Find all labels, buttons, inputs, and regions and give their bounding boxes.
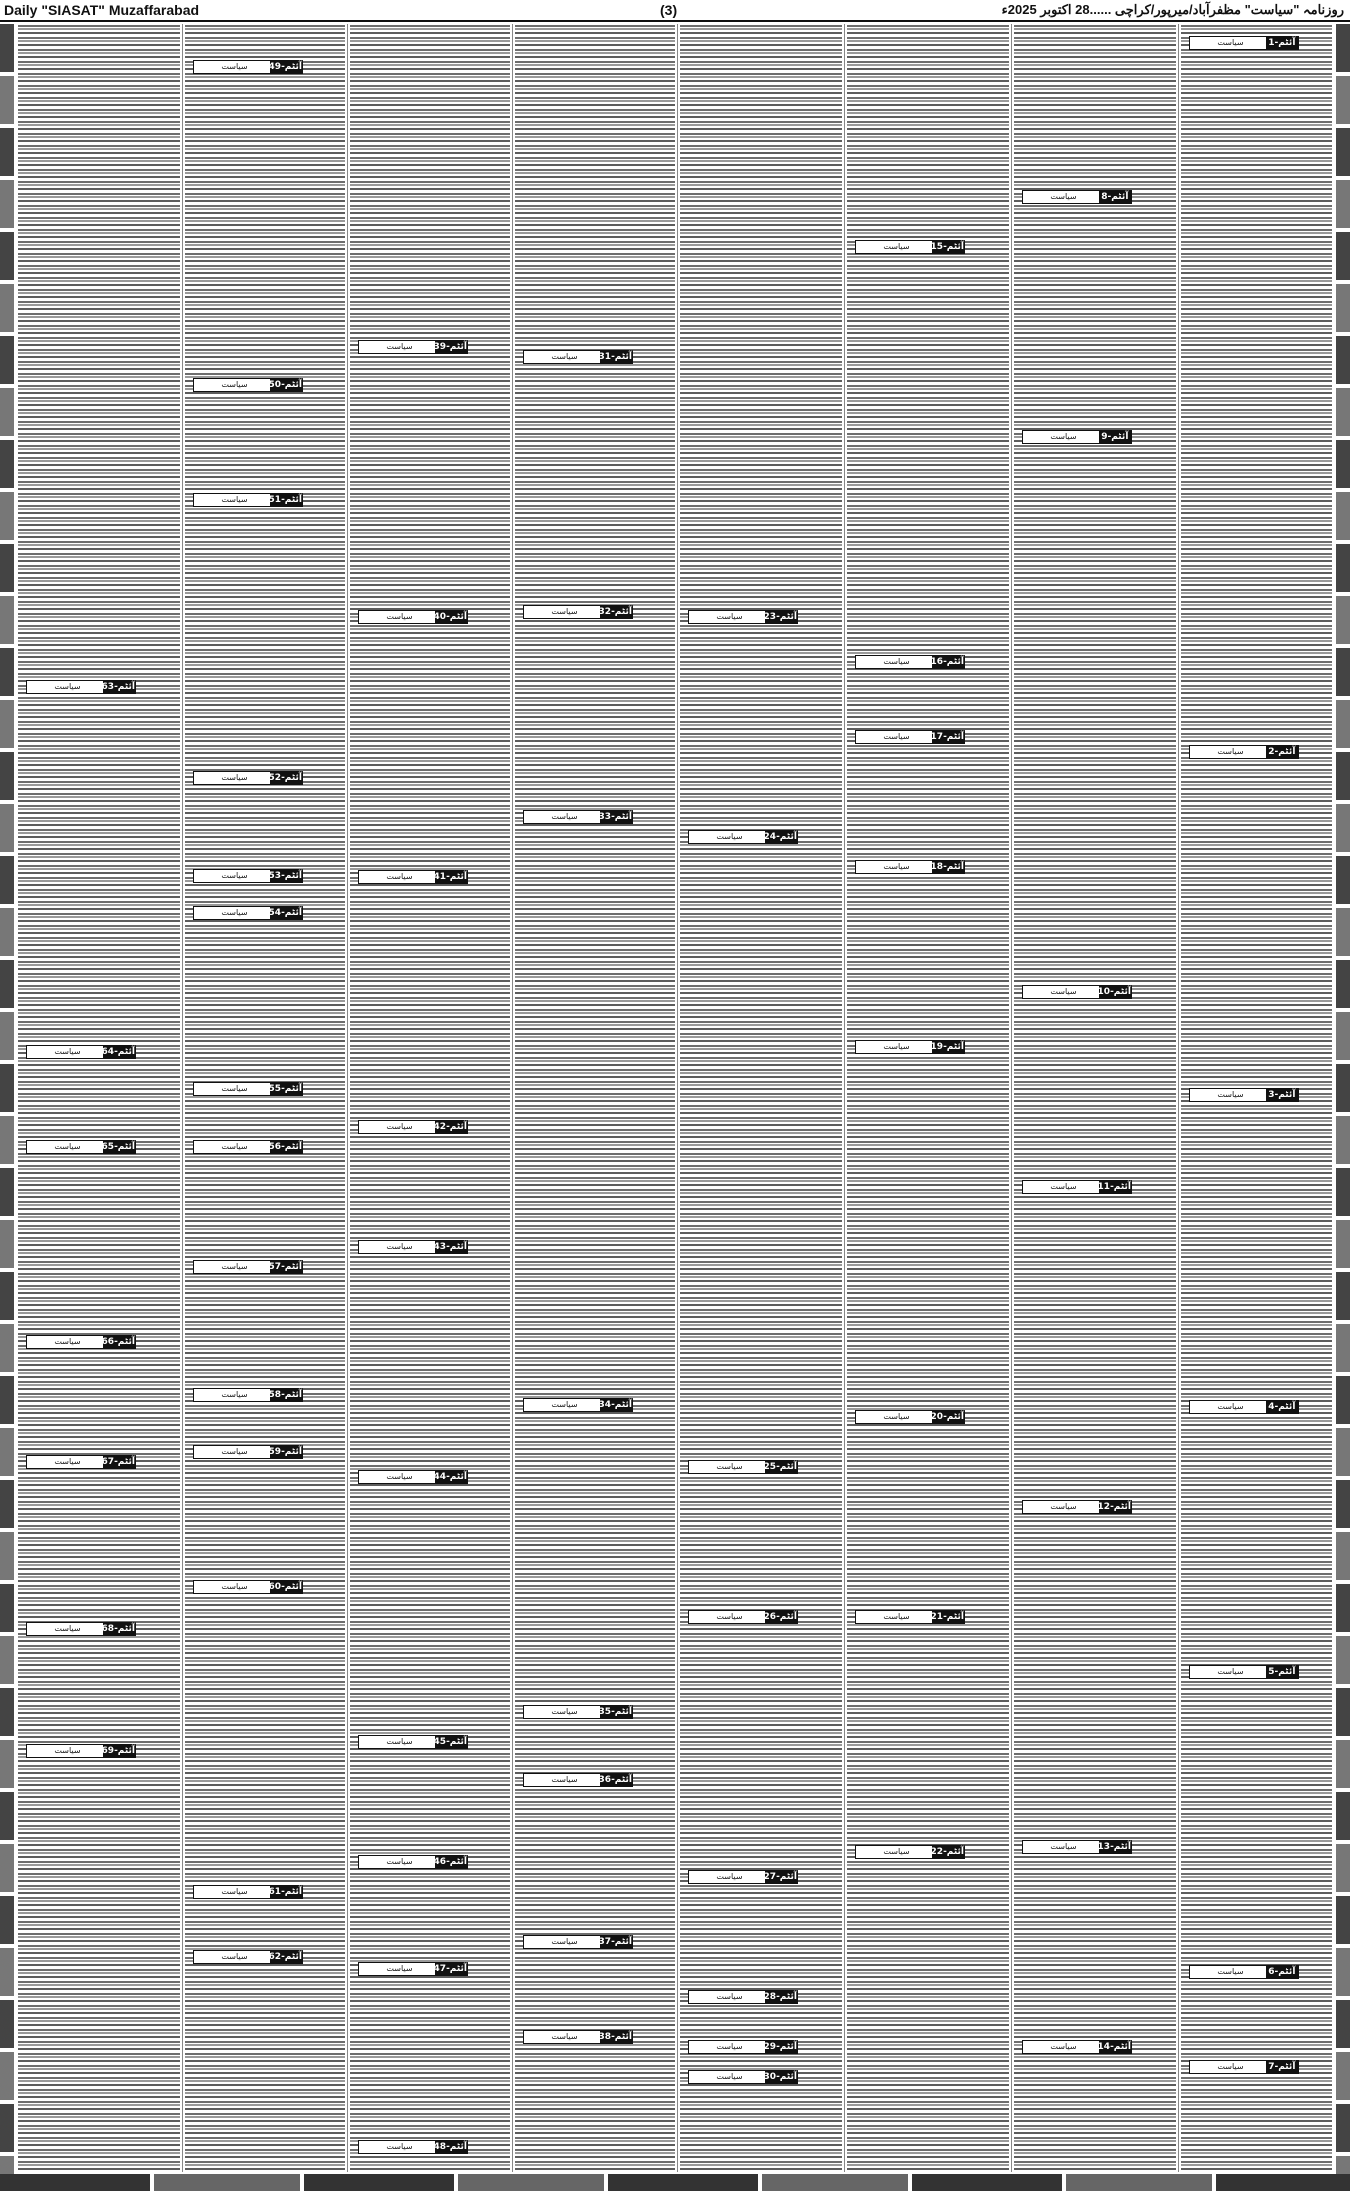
entry-number: آئٹم-23 — [763, 612, 797, 622]
entry-heading — [523, 2030, 633, 2044]
entry-heading — [193, 869, 303, 883]
entry-title: سیاست — [1217, 1667, 1244, 1676]
entry-number: آئٹم-63 — [101, 682, 135, 692]
entry-heading — [193, 1260, 303, 1274]
entry-number: آئٹم-6 — [1266, 1966, 1298, 1978]
column-rule — [1011, 24, 1012, 2172]
entry-heading — [688, 1460, 798, 1474]
entry-title: سیاست — [386, 342, 413, 351]
entry-title: سیاست — [1217, 1967, 1244, 1976]
paper-name-english: Daily "SIASAT" Muzaffarabad — [4, 2, 200, 18]
entry-heading — [26, 1335, 136, 1349]
entry-title: سیاست — [716, 612, 743, 621]
entry-title: سیاست — [221, 1390, 248, 1399]
entry-title: سیاست — [716, 1992, 743, 2001]
entry-title: سیاست — [1217, 1402, 1244, 1411]
entry-title: سیاست — [221, 1952, 248, 1961]
entry-number: آئٹم-8 — [1099, 191, 1131, 203]
entry-number: آئٹم-65 — [101, 1142, 135, 1152]
entry-title: سیاست — [54, 1624, 81, 1633]
entry-number: آئٹم-69 — [101, 1746, 135, 1756]
entry-title: سیاست — [54, 1457, 81, 1466]
entry-heading — [1189, 745, 1299, 759]
entry-heading — [358, 1470, 468, 1484]
column-rule — [512, 24, 513, 2172]
entry-heading — [193, 1445, 303, 1459]
entry-heading — [358, 1962, 468, 1976]
entry-number: آئٹم-35 — [598, 1707, 632, 1717]
entry-number: آئٹم-4 — [1266, 1401, 1298, 1413]
entry-number: آئٹم-18 — [930, 862, 964, 872]
entry-number: آئٹم-16 — [930, 657, 964, 667]
entry-number: آئٹم-34 — [598, 1400, 632, 1410]
entry-heading — [1189, 1088, 1299, 1102]
entry-title: سیاست — [221, 871, 248, 880]
column-rule — [182, 24, 183, 2172]
entry-title: سیاست — [1217, 2062, 1244, 2071]
entry-heading — [1189, 1965, 1299, 1979]
entry-title: سیاست — [386, 1857, 413, 1866]
entry-heading — [358, 610, 468, 624]
entry-number: آئٹم-5 — [1266, 1666, 1298, 1678]
entry-title: سیاست — [54, 1746, 81, 1755]
entry-number: آئٹم-57 — [268, 1262, 302, 1272]
entry-heading — [688, 1870, 798, 1884]
column-7 — [185, 24, 345, 2172]
entry-number: آئٹم-49 — [268, 62, 302, 72]
entry-number: آئٹم-44 — [433, 1472, 467, 1482]
entry-title: سیاست — [1050, 1842, 1077, 1851]
entry-title: سیاست — [1050, 987, 1077, 996]
entry-title: سیاست — [883, 1612, 910, 1621]
entry-number: آئٹم-64 — [101, 1047, 135, 1057]
entry-heading — [358, 1240, 468, 1254]
entry-title: سیاست — [883, 862, 910, 871]
entry-number: آئٹم-51 — [268, 495, 302, 505]
entry-heading — [855, 1040, 965, 1054]
entry-heading — [1022, 2040, 1132, 2054]
entry-title: سیاست — [551, 1775, 578, 1784]
entry-number: آئٹم-66 — [101, 1337, 135, 1347]
column-5 — [515, 24, 675, 2172]
entry-heading — [688, 1990, 798, 2004]
entry-heading — [26, 1045, 136, 1059]
entry-title: سیاست — [221, 380, 248, 389]
column-rule — [347, 24, 348, 2172]
entry-title: سیاست — [221, 1142, 248, 1151]
masthead — [0, 0, 1350, 22]
entry-number: آئٹم-15 — [930, 242, 964, 252]
entry-heading — [855, 730, 965, 744]
entry-heading — [523, 350, 633, 364]
column-rule — [1178, 24, 1179, 2172]
entry-heading — [688, 1610, 798, 1624]
entry-number: آئٹم-29 — [763, 2042, 797, 2052]
entry-title: سیاست — [551, 2032, 578, 2041]
entry-number: آئٹم-43 — [433, 1242, 467, 1252]
entry-number: آئٹم-37 — [598, 1937, 632, 1947]
entry-heading — [193, 60, 303, 74]
entry-heading — [1022, 985, 1132, 999]
entry-heading — [358, 2140, 468, 2154]
entry-title: سیاست — [221, 908, 248, 917]
entry-heading — [193, 906, 303, 920]
entry-number: آئٹم-52 — [268, 773, 302, 783]
entry-number: آئٹم-12 — [1097, 1502, 1131, 1512]
entry-heading — [193, 378, 303, 392]
entry-number: آئٹم-21 — [930, 1612, 964, 1622]
column-8 — [18, 24, 180, 2172]
entry-heading — [358, 1735, 468, 1749]
column-rule — [844, 24, 845, 2172]
entry-number: آئٹم-10 — [1097, 987, 1131, 997]
entry-title: سیاست — [551, 1400, 578, 1409]
entry-number: آئٹم-2 — [1266, 746, 1298, 758]
entry-heading — [1189, 1665, 1299, 1679]
entry-title: سیاست — [1050, 192, 1077, 201]
entry-number: آئٹم-60 — [268, 1582, 302, 1592]
entry-number: آئٹم-25 — [763, 1462, 797, 1472]
entry-number: آئٹم-46 — [433, 1857, 467, 1867]
entry-title: سیاست — [883, 657, 910, 666]
entry-title: سیاست — [551, 812, 578, 821]
entry-title: سیاست — [883, 242, 910, 251]
entry-title: سیاست — [221, 1447, 248, 1456]
entry-number: آئٹم-36 — [598, 1775, 632, 1785]
entry-heading — [193, 1885, 303, 1899]
entry-title: سیاست — [386, 1122, 413, 1131]
entry-title: سیاست — [1050, 432, 1077, 441]
entry-title: سیاست — [221, 62, 248, 71]
entry-number: آئٹم-11 — [1097, 1182, 1131, 1192]
entry-heading — [358, 1120, 468, 1134]
entry-number: آئٹم-1 — [1266, 37, 1298, 49]
entry-title: سیاست — [883, 1412, 910, 1421]
entry-number: آئٹم-30 — [763, 2072, 797, 2082]
entry-number: آئٹم-13 — [1097, 1842, 1131, 1852]
entry-number: آئٹم-45 — [433, 1737, 467, 1747]
column-4 — [680, 24, 842, 2172]
entry-number: آئٹم-48 — [433, 2142, 467, 2152]
entry-heading — [523, 810, 633, 824]
entry-title: سیاست — [716, 832, 743, 841]
entry-number: آئٹم-56 — [268, 1142, 302, 1152]
entry-title: سیاست — [221, 1262, 248, 1271]
entry-number: آئٹم-54 — [268, 908, 302, 918]
entry-heading — [855, 655, 965, 669]
entry-number: آئٹم-61 — [268, 1887, 302, 1897]
entry-number: آئٹم-3 — [1266, 1089, 1298, 1101]
entry-title: سیاست — [883, 1042, 910, 1051]
entry-title: سیاست — [386, 1964, 413, 1973]
entry-title: سیاست — [1050, 1502, 1077, 1511]
entry-number: آئٹم-58 — [268, 1390, 302, 1400]
entry-number: آئٹم-17 — [930, 732, 964, 742]
entry-title: سیاست — [54, 682, 81, 691]
entry-title: سیاست — [883, 1847, 910, 1856]
entry-heading — [26, 1140, 136, 1154]
entry-title: سیاست — [716, 1462, 743, 1471]
entry-number: آئٹم-62 — [268, 1952, 302, 1962]
entry-number: آئٹم-9 — [1099, 431, 1131, 443]
entry-title: سیاست — [221, 495, 248, 504]
entry-heading — [523, 1935, 633, 1949]
entry-heading — [1189, 1400, 1299, 1414]
entry-title: سیاست — [883, 732, 910, 741]
entry-number: آئٹم-59 — [268, 1447, 302, 1457]
entry-number: آئٹم-22 — [930, 1847, 964, 1857]
entry-heading — [358, 870, 468, 884]
entry-heading — [193, 1082, 303, 1096]
entry-title: سیاست — [221, 773, 248, 782]
entry-title: سیاست — [54, 1142, 81, 1151]
entry-title: سیاست — [386, 872, 413, 881]
entry-heading — [523, 1773, 633, 1787]
entry-title: سیاست — [386, 1737, 413, 1746]
entry-heading — [193, 771, 303, 785]
entry-title: سیاست — [1217, 747, 1244, 756]
entry-number: آئٹم-47 — [433, 1964, 467, 1974]
entry-heading — [1022, 1180, 1132, 1194]
entry-title: سیاست — [386, 2142, 413, 2151]
entry-number: آئٹم-26 — [763, 1612, 797, 1622]
entry-title: سیاست — [54, 1047, 81, 1056]
entry-heading — [688, 2040, 798, 2054]
page-number: (3) — [660, 2, 678, 18]
entry-title: سیاست — [1217, 38, 1244, 47]
entry-heading — [26, 680, 136, 694]
entry-title: سیاست — [1217, 1090, 1244, 1099]
entry-heading — [688, 830, 798, 844]
entry-title: سیاست — [54, 1337, 81, 1346]
entry-title: سیاست — [1050, 1182, 1077, 1191]
entry-number: آئٹم-40 — [433, 612, 467, 622]
entry-title: سیاست — [716, 1872, 743, 1881]
left-border-strip — [0, 24, 14, 2174]
entry-heading — [193, 493, 303, 507]
entry-number: آئٹم-42 — [433, 1122, 467, 1132]
entry-number: آئٹم-53 — [268, 871, 302, 881]
entry-heading — [855, 1610, 965, 1624]
entry-title: سیاست — [551, 352, 578, 361]
entry-heading — [855, 240, 965, 254]
entry-heading — [358, 340, 468, 354]
entry-heading — [26, 1622, 136, 1636]
entry-heading — [688, 2070, 798, 2084]
entry-title: سیاست — [221, 1582, 248, 1591]
entry-number: آئٹم-20 — [930, 1412, 964, 1422]
entry-heading — [1022, 430, 1132, 444]
entry-heading — [688, 610, 798, 624]
entry-number: آئٹم-50 — [268, 380, 302, 390]
entry-title: سیاست — [386, 1472, 413, 1481]
entry-number: آئٹم-7 — [1266, 2061, 1298, 2073]
entry-title: سیاست — [551, 1937, 578, 1946]
entry-heading — [193, 1388, 303, 1402]
entry-heading — [1022, 1840, 1132, 1854]
entry-heading — [1189, 2060, 1299, 2074]
entry-number: آئٹم-32 — [598, 607, 632, 617]
entry-number: آئٹم-28 — [763, 1992, 797, 2002]
entry-heading — [26, 1455, 136, 1469]
entry-title: سیاست — [716, 2042, 743, 2051]
entry-heading — [855, 860, 965, 874]
entry-title: سیاست — [551, 1707, 578, 1716]
entry-title: سیاست — [716, 1612, 743, 1621]
entry-heading — [1189, 36, 1299, 50]
entry-number: آئٹم-14 — [1097, 2042, 1131, 2052]
entry-heading — [193, 1950, 303, 1964]
entry-title: سیاست — [386, 1242, 413, 1251]
entry-number: آئٹم-38 — [598, 2032, 632, 2042]
entry-title: سیاست — [1050, 2042, 1077, 2051]
entry-number: آئٹم-39 — [433, 342, 467, 352]
entry-number: آئٹم-67 — [101, 1457, 135, 1467]
column-rule — [677, 24, 678, 2172]
entry-title: سیاست — [386, 612, 413, 621]
entry-title: سیاست — [551, 607, 578, 616]
entry-title: سیاست — [221, 1887, 248, 1896]
entry-number: آئٹم-31 — [598, 352, 632, 362]
entry-heading — [358, 1855, 468, 1869]
right-border-strip — [1336, 24, 1350, 2174]
entry-title: سیاست — [716, 2072, 743, 2081]
entry-number: آئٹم-27 — [763, 1872, 797, 1882]
entry-heading — [1022, 1500, 1132, 1514]
entry-heading — [523, 1398, 633, 1412]
entry-heading — [523, 605, 633, 619]
entry-number: آئٹم-55 — [268, 1084, 302, 1094]
entry-heading — [523, 1705, 633, 1719]
entry-heading — [855, 1845, 965, 1859]
entry-heading — [1022, 190, 1132, 204]
entry-title: سیاست — [221, 1084, 248, 1093]
entry-number: آئٹم-41 — [433, 872, 467, 882]
entry-heading — [193, 1140, 303, 1154]
paper-name-urdu: روزنامہ "سیاست" مظفرآباد/میرپور/کراچی ......28 اکتوبر 2025ء — [1001, 2, 1344, 17]
bottom-border-strip — [0, 2174, 1350, 2191]
entry-number: آئٹم-68 — [101, 1624, 135, 1634]
entry-heading — [193, 1580, 303, 1594]
entry-number: آئٹم-33 — [598, 812, 632, 822]
entry-heading — [855, 1410, 965, 1424]
entry-heading — [26, 1744, 136, 1758]
entry-number: آئٹم-24 — [763, 832, 797, 842]
entry-number: آئٹم-19 — [930, 1042, 964, 1052]
